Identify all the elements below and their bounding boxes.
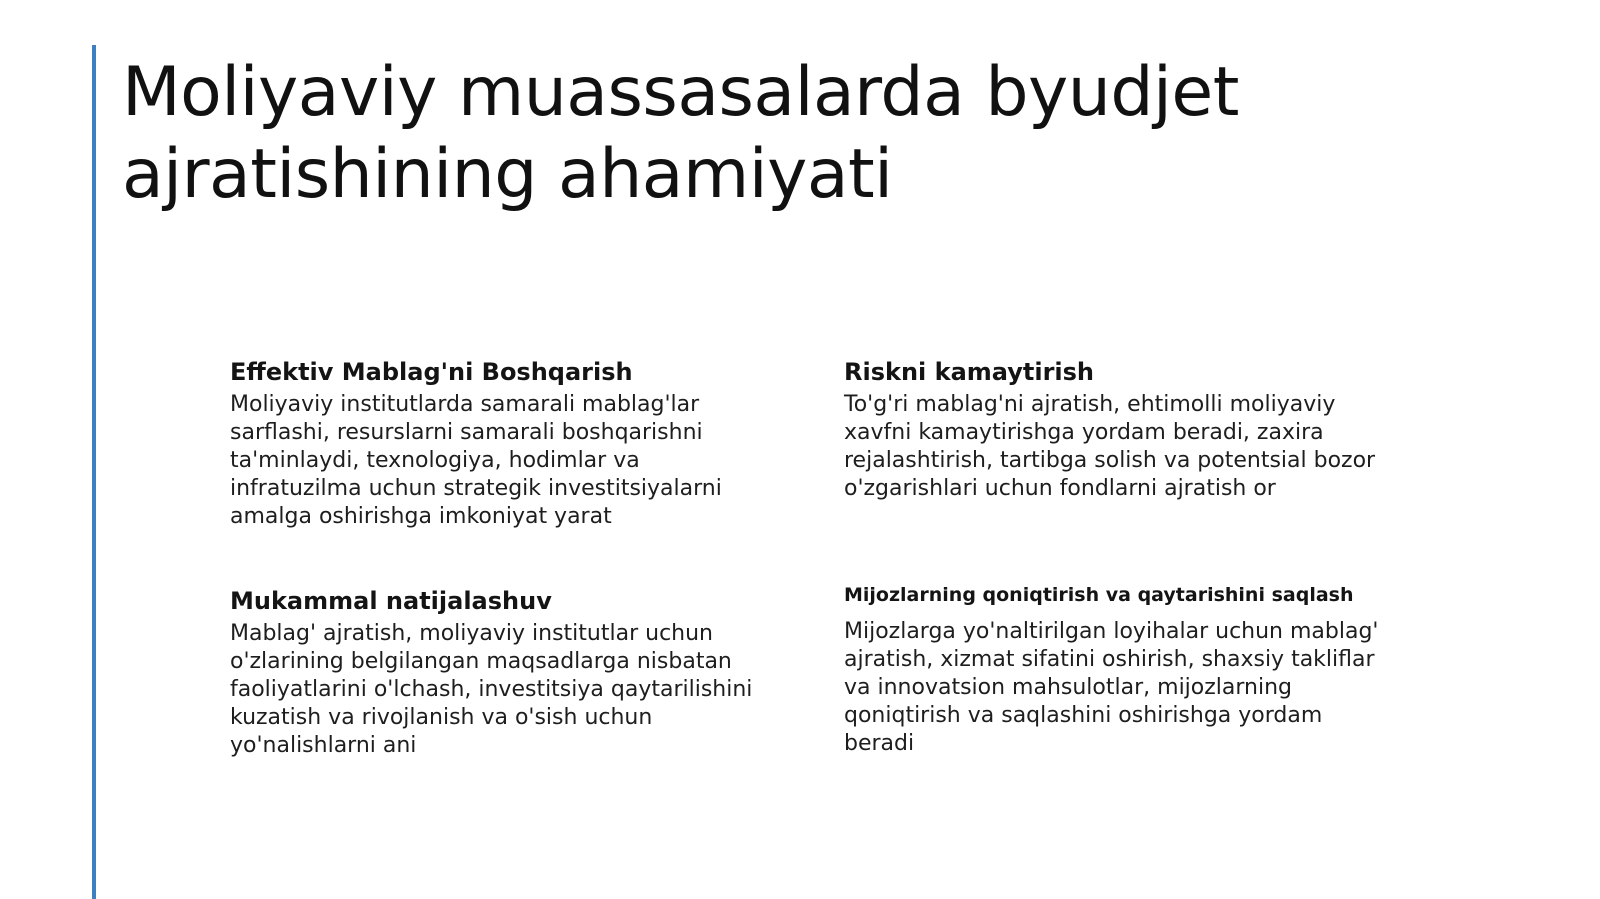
- accent-bar: [92, 45, 96, 899]
- card-body: To'g'ri mablag'ni ajratish, ehtimolli moliyaviy xavfni kamaytirishga yordam beradi, zaxira rejalashtirish, tartibga solish va potentsial bozor o'zgarishlari uchun fondlarni ajratish or: [844, 392, 1376, 501]
- card-effective-funding: [230, 357, 770, 531]
- card-heading: Effektiv Mablag'ni Boshqarish: [230, 358, 633, 386]
- card-performance: [230, 586, 770, 760]
- card-body: Mijozlarga yo'naltirilgan loyihalar uchun mablag' ajratish, xizmat sifatini oshirish, shaxsiy takliflar va innovatsion mahsulotlar, mijozlarning qoniqtirish va saqlashini oshirishga yordam beradi: [844, 619, 1379, 756]
- card-heading: Mukammal natijalashuv: [230, 587, 552, 615]
- card-risk-reduction: [844, 357, 1384, 503]
- card-body: Moliyaviy institutlarda samarali mablag'lar sarflashi, resurslarni samarali boshqarishni ta'minlaydi, texnologiya, hodimlar va infratuzilma uchun strategik investitsiyalarni amalga oshirishga imkoniyat yarat: [230, 392, 722, 529]
- card-body: Mablag' ajratish, moliyaviy institutlar uchun o'zlarining belgilangan maqsadlarga nisbatan faoliyatlarini o'lchash, investitsiya qaytarilishini kuzatish va rivojlanish va o'sish uchun yo'nalishlarni ani: [230, 621, 753, 758]
- slide-title: Moliyaviy muassasalarda byudjet ajratishining ahamiyati: [122, 53, 1239, 214]
- card-heading: Mijozlarning qoniqtirish va qaytarishini saqlash: [844, 584, 1354, 606]
- card-customer-retention: [844, 582, 1384, 758]
- card-heading: Riskni kamaytirish: [844, 358, 1095, 386]
